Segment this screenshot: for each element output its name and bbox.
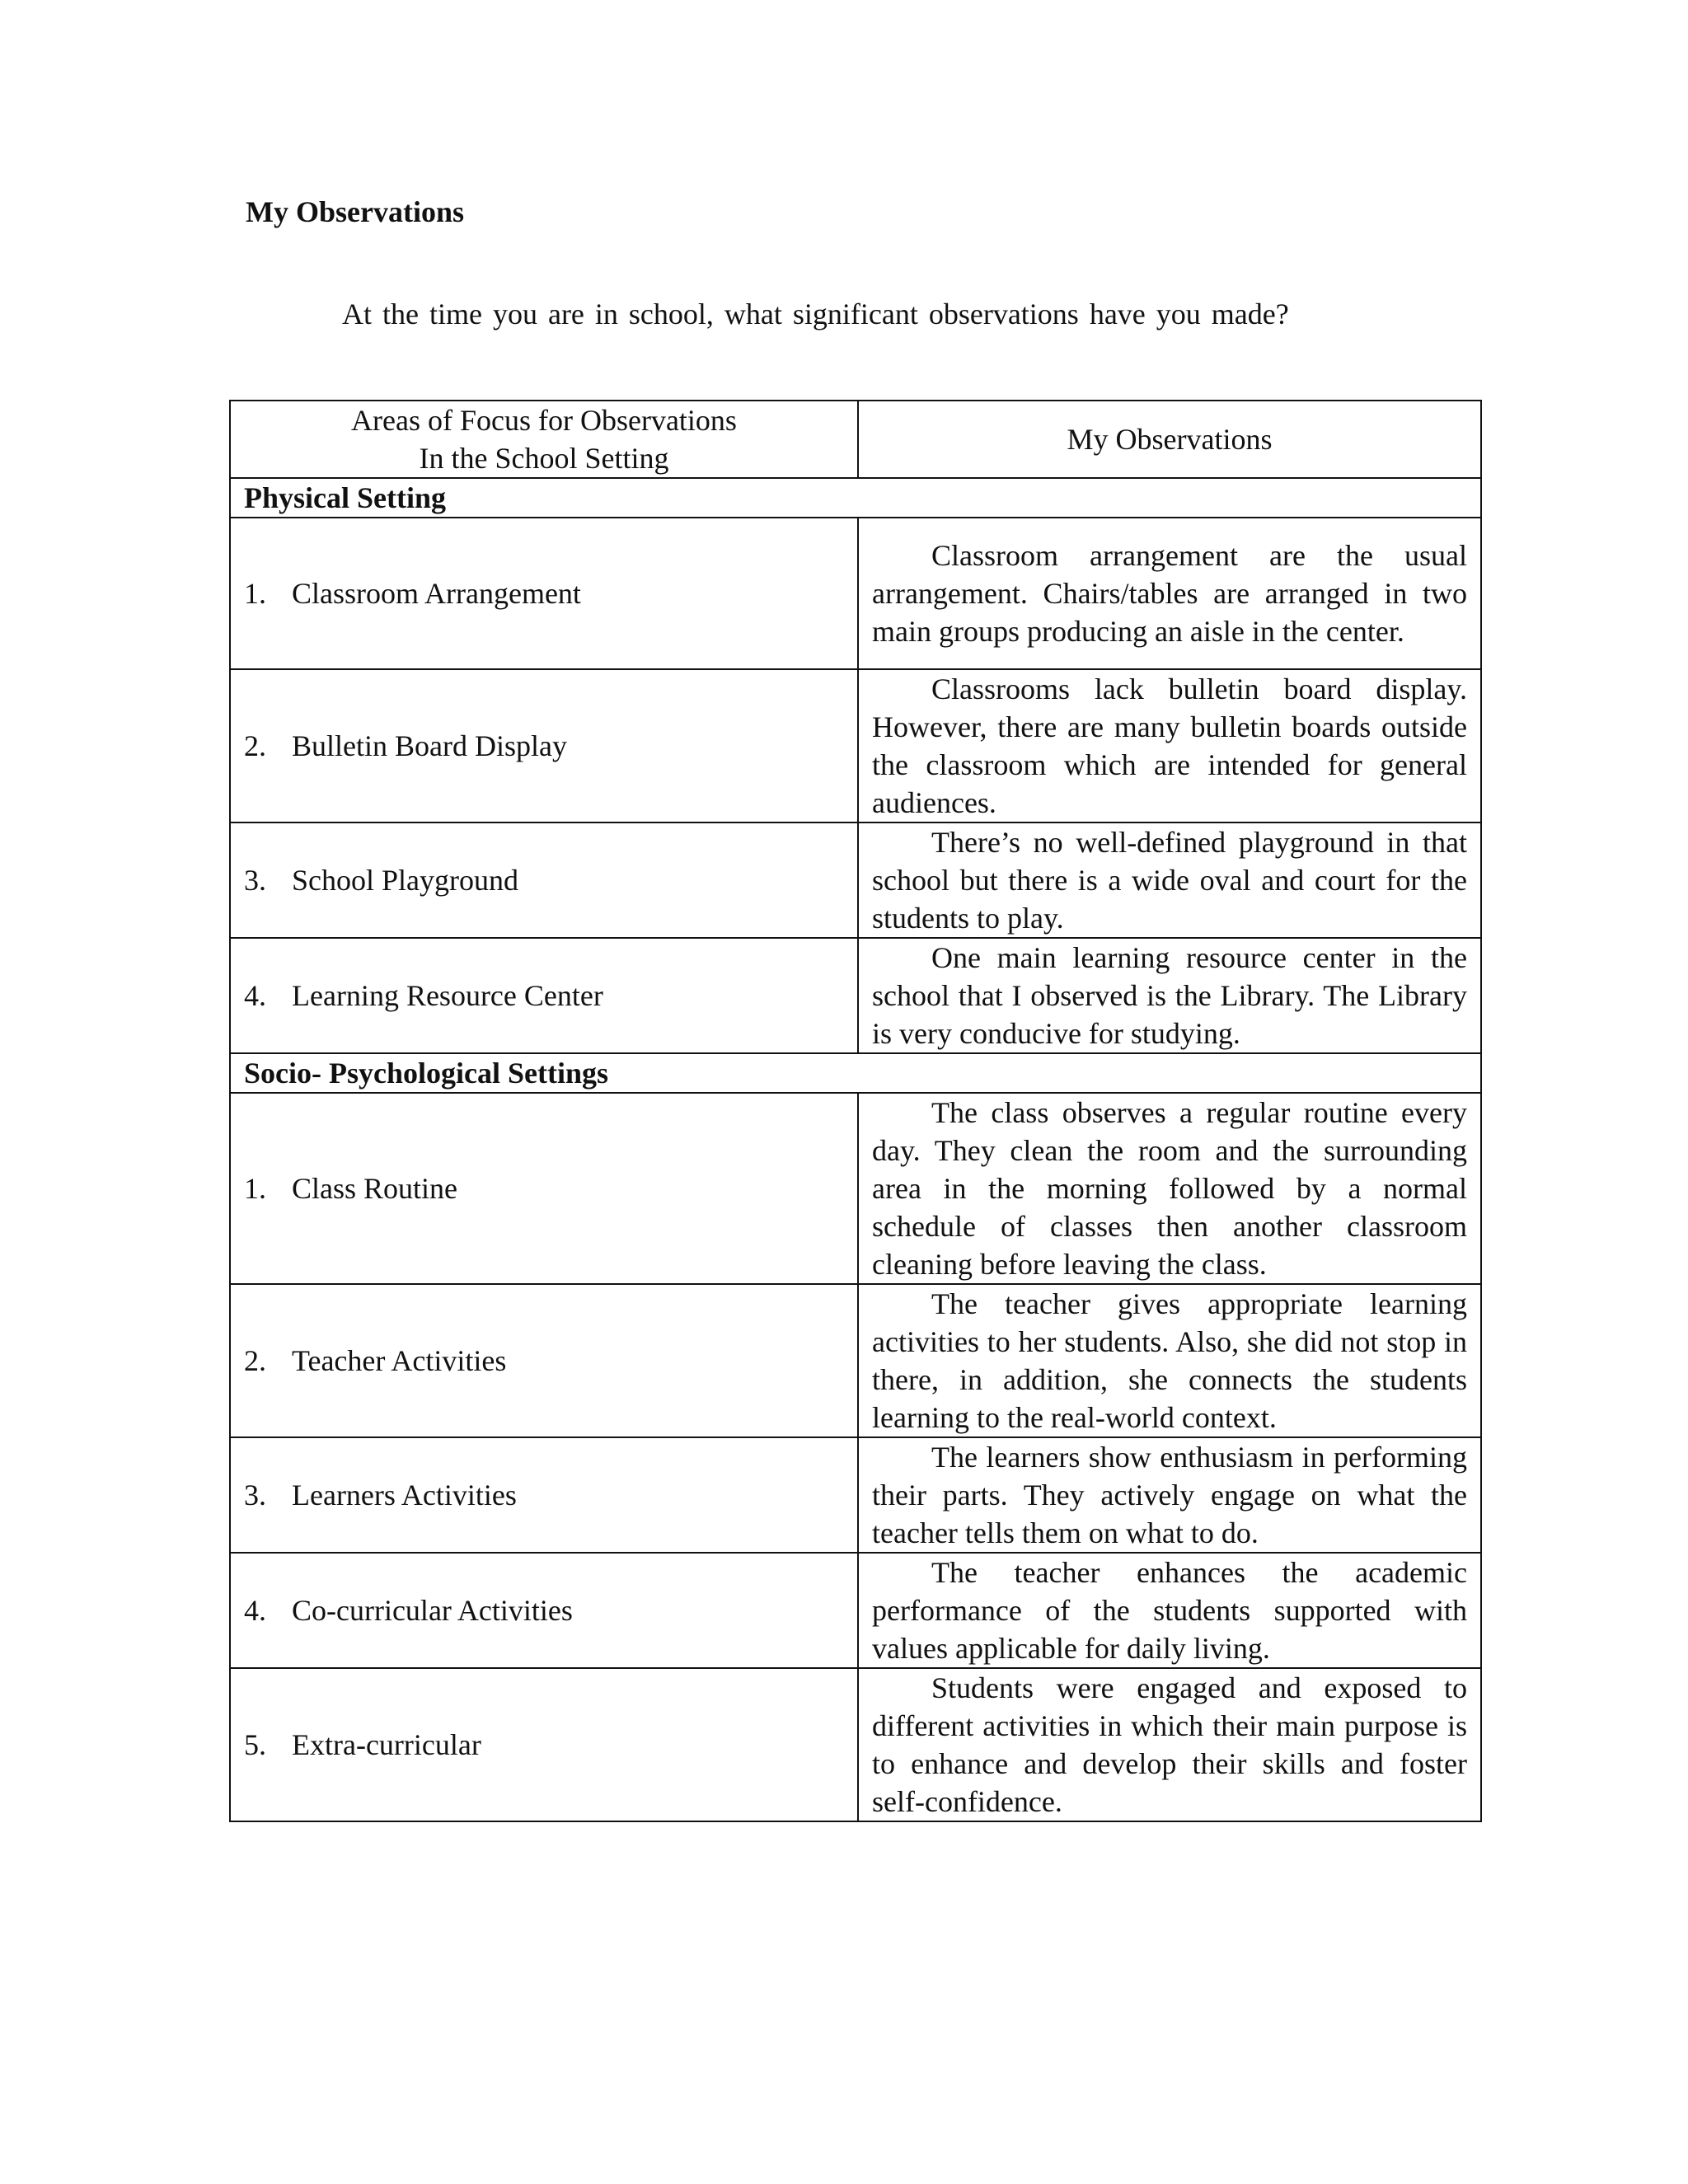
area-label: Classroom Arrangement: [292, 577, 581, 610]
area-cell: [230, 1284, 858, 1437]
area-cell: [230, 518, 858, 669]
row-number: 4.: [244, 979, 266, 1012]
area-cell: [230, 1093, 858, 1284]
observation-text: One main learning resource center in the school that I observed is the Library. The Library is very conducive for studying.: [858, 938, 1481, 1053]
area-label: Teacher Activities: [292, 1344, 507, 1377]
table-row: [230, 1093, 1481, 1284]
header-areas-of-focus: [230, 401, 858, 478]
observation-text: Classrooms lack bulletin board display. However, there are many bulletin boards outside the classroom which are intended for general audiences.: [858, 669, 1481, 823]
observation-text: The class observes a regular routine every day. They clean the room and the surrounding area in the morning followed by a normal schedule of classes then another classroom cleaning before leaving the class.: [858, 1093, 1481, 1284]
observation-text: The teacher enhances the academic performance of the students supported with values applicable for daily living.: [858, 1553, 1481, 1668]
row-number: 5.: [244, 1728, 266, 1761]
section-title: Socio- Psychological Settings: [230, 1053, 1481, 1093]
header-areas-line1: Areas of Focus for Observations: [351, 404, 737, 437]
observation-text: The learners show enthusiasm in performing their parts. They actively engage on what the teacher tells them on what to do.: [858, 1437, 1481, 1553]
area-label: Co-curricular Activities: [292, 1594, 573, 1627]
page-title: My Observations: [246, 195, 464, 228]
table-row: [230, 1437, 1481, 1553]
observation-text: There’s no well-defined playground in that school but there is a wide oval and court for the students to play.: [858, 823, 1481, 938]
area-label: Class Routine: [292, 1172, 458, 1205]
section-title: Physical Setting: [230, 478, 1481, 518]
row-number: 2.: [244, 1344, 266, 1377]
row-number: 4.: [244, 1594, 266, 1627]
table-row: [230, 823, 1481, 938]
table-row: [230, 938, 1481, 1053]
table-row: [230, 518, 1481, 669]
observation-text: Students were engaged and exposed to different activities in which their main purpose is to enhance and develop their skills and foster self-confidence.: [858, 1668, 1481, 1821]
row-number: 3.: [244, 864, 266, 897]
prompt-question: At the time you are in school, what significant observations have you made?: [342, 298, 1289, 330]
area-cell: [230, 1437, 858, 1553]
section-row-physical: [230, 478, 1481, 518]
table-header-row: [230, 401, 1481, 478]
observation-text: Classroom arrangement are the usual arrangement. Chairs/tables are arranged in two main groups producing an aisle in the center.: [858, 518, 1481, 669]
row-number: 3.: [244, 1479, 266, 1511]
table-row: [230, 1553, 1481, 1668]
row-number: 1.: [244, 577, 266, 610]
table-row: [230, 669, 1481, 823]
area-cell: [230, 1553, 858, 1668]
area-cell: [230, 1668, 858, 1821]
area-cell: [230, 938, 858, 1053]
observation-text: The teacher gives appropriate learning activities to her students. Also, she did not stop in there, in addition, she connects the students learning to the real-world context.: [858, 1284, 1481, 1437]
table-row: [230, 1668, 1481, 1821]
area-label: Learning Resource Center: [292, 979, 603, 1012]
area-label: Bulletin Board Display: [292, 729, 567, 762]
area-cell: [230, 669, 858, 823]
row-number: 1.: [244, 1172, 266, 1205]
area-label: Learners Activities: [292, 1479, 517, 1511]
observations-table: [229, 400, 1482, 1822]
area-label: Extra-curricular: [292, 1728, 481, 1761]
row-number: 2.: [244, 729, 266, 762]
header-my-observations: My Observations: [858, 401, 1481, 478]
table-row: [230, 1284, 1481, 1437]
section-row-socio-psychological: [230, 1053, 1481, 1093]
header-areas-line2: In the School Setting: [419, 442, 669, 475]
area-label: School Playground: [292, 864, 518, 897]
area-cell: [230, 823, 858, 938]
